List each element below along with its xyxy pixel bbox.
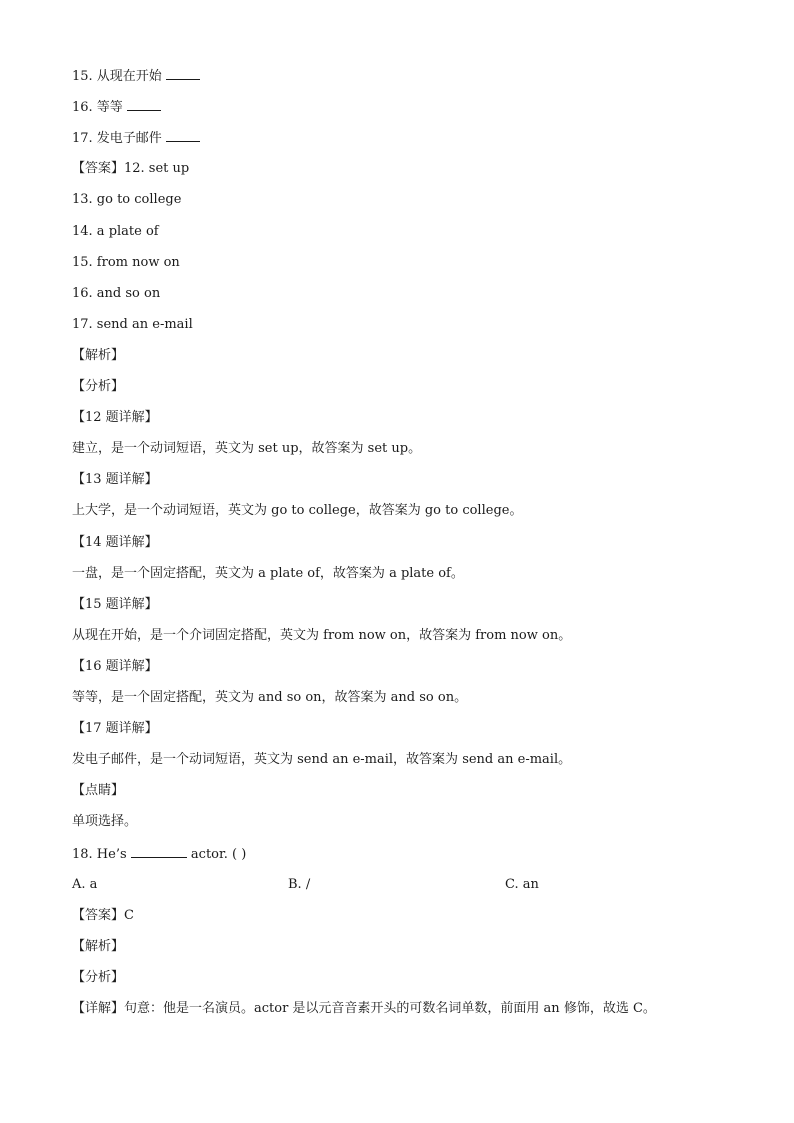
detail-14-text-text: 一盘，是一个固定搭配，英文为 a plate of，故答案为 a plate of。 <box>72 565 464 581</box>
q18-option-c: C. an <box>505 876 539 892</box>
detail-13-text <box>72 502 522 520</box>
answer-17 <box>72 316 193 334</box>
dianjing-text <box>72 813 137 831</box>
answer-15-text: 15. from now on <box>72 254 180 270</box>
detail-17-heading <box>72 720 158 738</box>
analysis-18-heading <box>72 938 124 956</box>
q16-line <box>72 98 161 117</box>
detail-16-text-text: 等等，是一个固定搭配，英文为 and so on，故答案为 and so on。 <box>72 690 468 705</box>
fenxi-18-heading-text: 【分析】 <box>72 969 125 985</box>
detail-15-heading-text: 【15 题详解】 <box>72 596 158 612</box>
answer-16-text: 16. and so on <box>72 285 161 301</box>
dianjing-text-text: 单项选择。 <box>72 814 138 830</box>
q17-line <box>72 129 200 148</box>
q15-line <box>72 67 200 86</box>
detail-18-text: 【详解】句意：他是一名演员。actor 是以元音音素开头的可数名词单数，前面用 an 修饰，故选 C。 <box>72 1001 656 1016</box>
q17-line-text: 17. 发电子邮件 <box>72 131 166 147</box>
detail-12-text-text: 建立，是一个动词短语，英文为 set up，故答案为 set up。 <box>72 441 422 457</box>
detail-16-heading <box>72 658 158 676</box>
answer-18-text: 【答案】C <box>72 907 134 923</box>
detail-15-text <box>72 627 571 645</box>
q18-option-b: B. / <box>288 876 311 892</box>
detail-16-heading-text: 【16 题详解】 <box>72 658 158 674</box>
q16-line-text: 16. 等等 <box>72 100 127 116</box>
answer-blank <box>166 67 200 80</box>
detail-14-heading <box>72 534 158 552</box>
detail-12-text <box>72 440 421 458</box>
answer-blank <box>166 129 200 142</box>
fenxi-18-heading <box>72 969 124 987</box>
dianjing-heading <box>72 782 124 800</box>
answer-blank <box>131 845 187 858</box>
q15-line-text: 15. 从现在开始 <box>72 69 166 84</box>
answer-blank <box>127 98 161 111</box>
answer-13-text: 13. go to college <box>72 192 182 208</box>
detail-13-heading-text: 【13 题详解】 <box>72 472 158 488</box>
detail-15-heading <box>72 596 158 614</box>
answer-13 <box>72 191 181 209</box>
answer-17-text: 17. send an e-mail <box>72 316 193 332</box>
answer-12-text: 【答案】12. set up <box>72 161 190 177</box>
q18-stem-text: 18. He’s <box>72 846 131 862</box>
fenxi-heading <box>72 378 124 396</box>
detail-13-text-text: 上大学，是一个动词短语，英文为 go to college，故答案为 go to college。 <box>72 503 523 519</box>
answer-14-text: 14. a plate of <box>72 223 159 239</box>
detail-15-text-text: 从现在开始，是一个介词固定搭配，英文为 from now on，故答案为 from now on。 <box>72 627 572 643</box>
detail-16-text <box>72 689 467 707</box>
dianjing-heading-text: 【点睛】 <box>72 783 125 799</box>
analysis-heading <box>72 347 124 365</box>
detail-12-heading <box>72 409 158 427</box>
answer-12 <box>72 160 189 178</box>
detail-18 <box>72 1000 656 1018</box>
analysis-18-heading-text: 【解析】 <box>72 938 125 954</box>
detail-13-heading <box>72 471 158 489</box>
detail-14-text <box>72 565 464 583</box>
answer-16 <box>72 285 160 303</box>
analysis-heading-text: 【解析】 <box>72 347 125 363</box>
fenxi-heading-text: 【分析】 <box>72 379 125 394</box>
q18-option-a: A. a <box>72 876 98 892</box>
detail-14-heading-text: 【14 题详解】 <box>72 534 158 550</box>
detail-17-heading-text: 【17 题详解】 <box>72 721 158 737</box>
detail-17-text <box>72 751 571 769</box>
q18-stem-after: actor. ( ) <box>186 846 247 862</box>
answer-14 <box>72 223 159 241</box>
answer-15 <box>72 254 180 272</box>
q18-stem <box>72 845 246 864</box>
detail-12-heading-text: 【12 题详解】 <box>72 410 158 426</box>
detail-17-text-text: 发电子邮件，是一个动词短语，英文为 send an e-mail，故答案为 send an e-mail。 <box>72 752 572 768</box>
answer-18 <box>72 907 134 925</box>
